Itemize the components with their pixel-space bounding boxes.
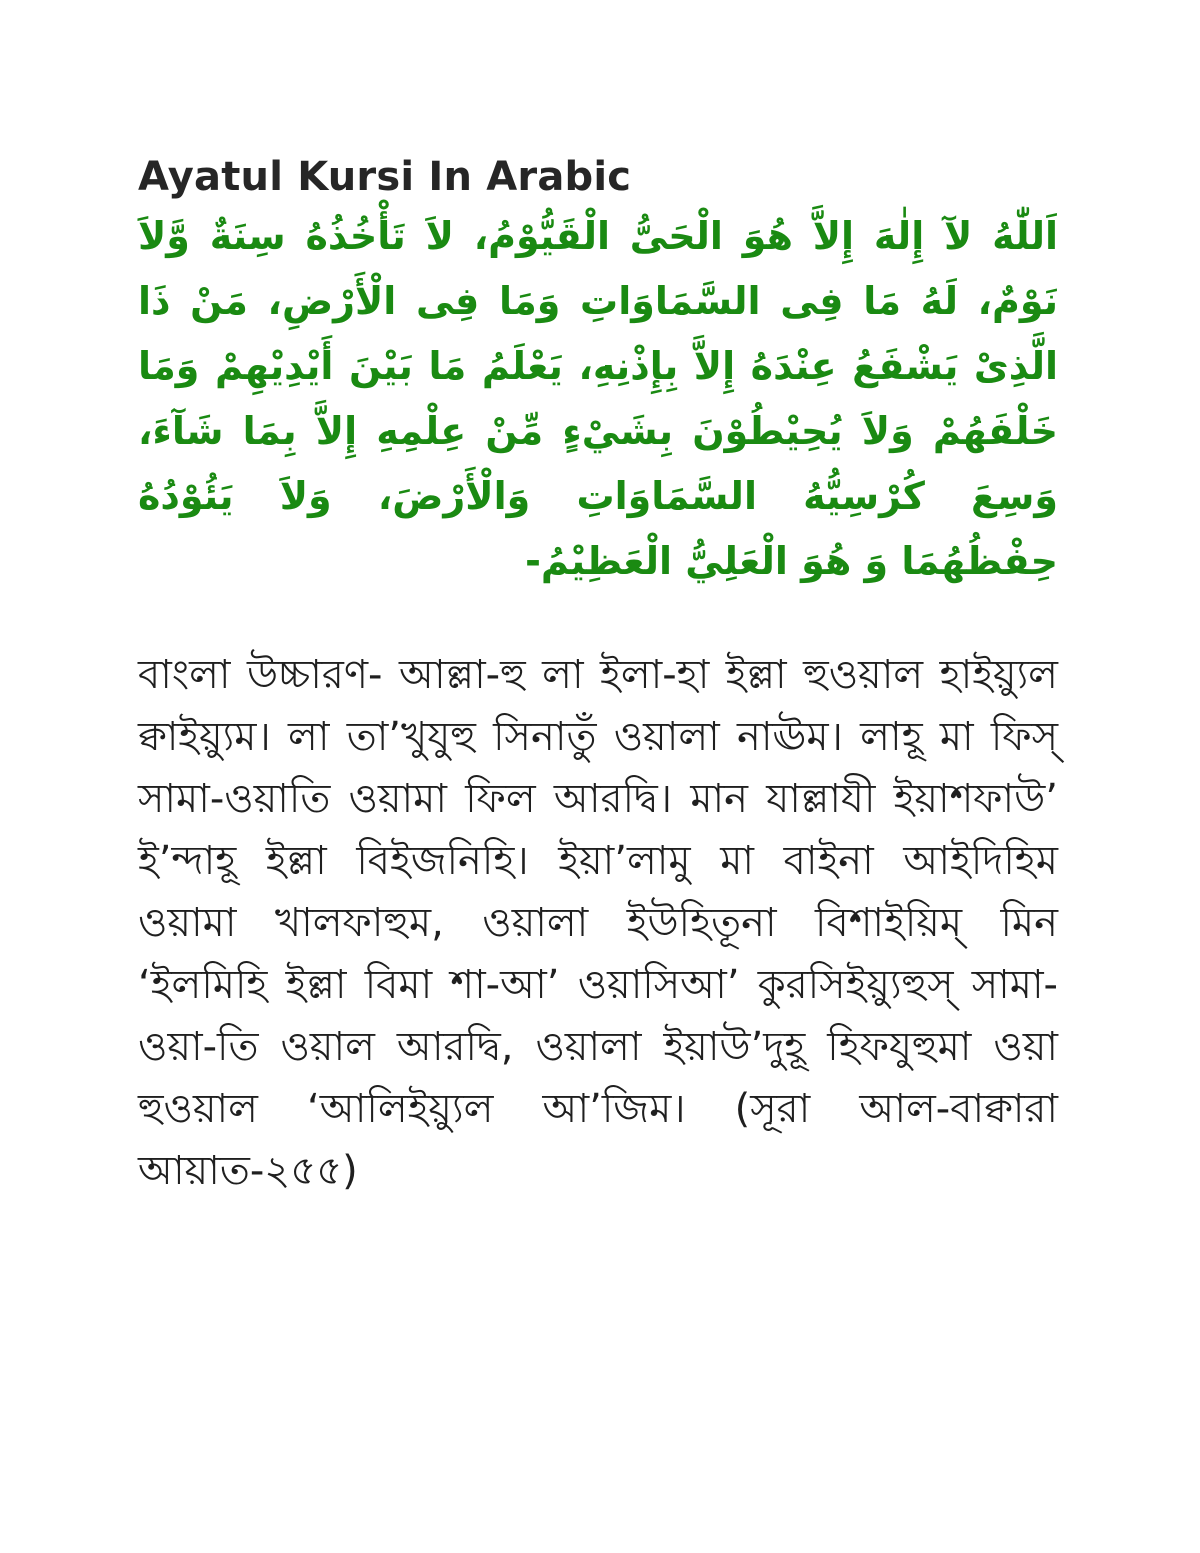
document-title: Ayatul Kursi In Arabic (138, 154, 632, 200)
arabic-verse: اَللّٰهُ لآ إِلٰهَ إِلاَّ هُوَ الْحَىُّ الْقَيُّوْمُ، لاَ تَأْخُذُهُ سِنَةٌ وَّلاَ نَوْمٌ، لَهُ مَا فِى السَّمَاوَاتِ وَمَا فِى الْأَرْضِ، مَنْ ذَا الَّذِىْ يَشْفَعُ عِنْدَهُ إِلاَّ بِإِذْنِهِ، يَعْلَمُ مَا بَيْنَ أَيْدِيْهِمْ وَمَا خَلْفَهُمْ وَلاَ يُحِيْطُوْنَ بِشَيْءٍ مِّنْ عِلْمِهِ إِلاَّ بِمَا شَآءَ، وَسِعَ كُرْسِيُّهُ السَّمَاوَاتِ وَالْأَرْضَ، وَلاَ يَئُوْدُهُ حِفْظُهُمَا وَ هُوَ الْعَلِيُّ الْعَظِيْمُ- (138, 214, 1058, 583)
bangla-transliteration: বাংলা উচ্চারণ- আল্লা-হু লা ইলা-হা ইল্লা হুওয়াল হাইয়্যুল ক্বাইয়্যুম। লা তা’খুযুহু সিনাতুঁ ওয়ালা নাঊম। লাহূ মা ফিস্ সামা-ওয়াতি ওয়ামা ফিল আরদ্বি। মান যাল্লাযী ইয়াশফাউ’ ই’ন্দাহূ ইল্লা বিইজনিহি। ইয়া’লামু মা বাইনা আইদিহিম ওয়ামা খালফাহুম, ওয়ালা ইউহিতূনা বিশাইয়িম্ মিন ‘ইলমিহি ইল্লা বিমা শা-আ’ ওয়াসিআ’ কুরসিইয়্যুহুস্ সামা-ওয়া-তি ওয়াল আরদ্বি, ওয়ালা ইয়াউ’দুহূ হিফযুহুমা ওয়া হুওয়াল ‘আলিইয়্যুল আ’জিম। (সূরা আল-বাক্বারা আয়াত-২৫৫) (138, 652, 1058, 1194)
document-page (138, 150, 1058, 1242)
